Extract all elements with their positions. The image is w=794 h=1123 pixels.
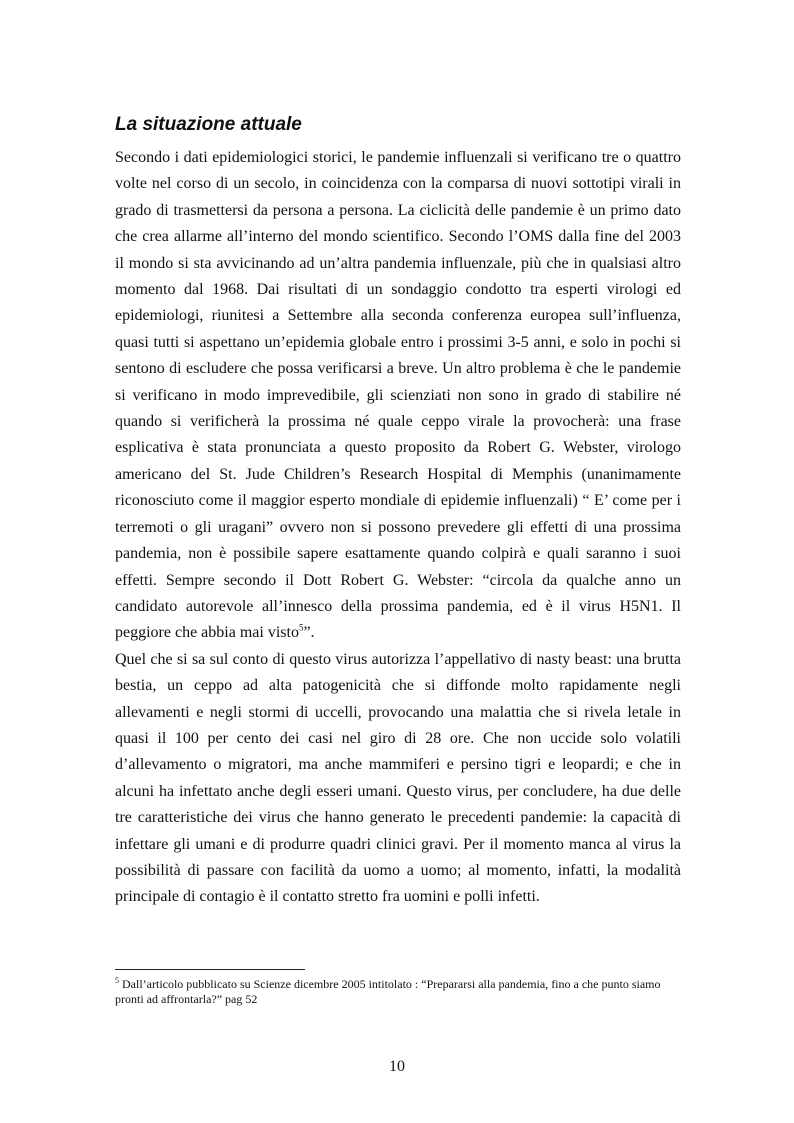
paragraph-2-text: Quel che si sa sul conto di questo virus autorizza l’appellativo di nasty beast: una brutta bestia, un ceppo ad alta patogenicità che si diffonde molto rapidamente negli allevamenti e negli stormi di uccelli, provocando una malattia che si rivela letale in quasi il 100 per cento dei casi nel giro di 28 ore. Che non uccide solo volatili d’allevamento o migratori, ma anche mammiferi e persino tigri e leopardi; e che in alcuni ha infettato anche degli esseri umani. Questo virus, per concludere, ha due delle tre caratteristiche dei virus che hanno generato le precedenti pandemie: la capacità di infettare gli umani e di produrre quadri clinici gravi. Per il momento manca al virus la possibilità di passare con facilità da uomo a uomo; al momento, infatti, la modalità principale di contagio è il contatto stretto fra uomini e polli infetti.	[115, 650, 681, 906]
body-text	[115, 145, 681, 911]
paragraph-1-tail: ”.	[303, 624, 315, 642]
footnote-reference[interactable]: 5	[298, 622, 304, 633]
paragraph-1-text: Secondo i dati epidemiologici storici, le pandemie influenzali si verificano tre o quattro volte nel corso di un secolo, in coincidenza con la comparsa di nuovi sottotipi virali in grado di trasmettersi da persona a persona. La ciclicità delle pandemie è un primo dato che crea allarme all’interno del mondo scientifico. Secondo l’OMS dalla fine del 2003 il mondo si sta avvicinando ad un’altra pandemia influenzale, più che in qualsiasi altro momento dal 1968. Dai risultati di un sondaggio condotto tra esperti virologi ed epidemiologi, riunitesi a Settembre alla seconda conferenza europea sull’influenza, quasi tutti si aspettano un’epidemia globale entro i prossimi 3-5 anni, e solo in pochi si sentono di escludere che possa verificarsi a breve. Un altro problema è che le pandemie si verificano in modo imprevedibile, gli scienziati non sono in grado di stabilire né quando si verificherà la prossima né quale ceppo virale la provocherà: una frase esplicativa è stata pronunciata a questo proposito da Robert G. Webster, virologo americano del St. Jude Children’s Research Hospital di Memphis (unanimamente riconosciuto come il maggior esperto mondiale di epidemie influenzali) “ E’ come per i terremoti o gli uragani” ovvero non si possono prevedere gli effetti di una prossima pandemia, non è possibile sapere esattamente quando colpirà e quali saranno i suoi effetti. Sempre secondo il Dott Robert G. Webster: “circola da qualche anno un candidato autorevole all’innesco della prossima pandemia, ed è il virus H5N1. Il peggiore che abbia mai visto	[115, 149, 681, 642]
footnote-separator	[115, 969, 305, 970]
paragraph-1	[115, 145, 681, 647]
section-heading: La situazione attuale	[115, 114, 302, 135]
footnote-text: Dall’articolo pubblicato su Scienze dicembre 2005 intitolato : “Prepararsi alla pandemia, fino a che punto siamo pronti ad affrontarla?” pag 52	[115, 977, 661, 1006]
page-number: 10	[389, 1058, 405, 1075]
footnote	[115, 977, 681, 1007]
paragraph-2	[115, 647, 681, 911]
footnote-number: 5	[115, 976, 119, 985]
